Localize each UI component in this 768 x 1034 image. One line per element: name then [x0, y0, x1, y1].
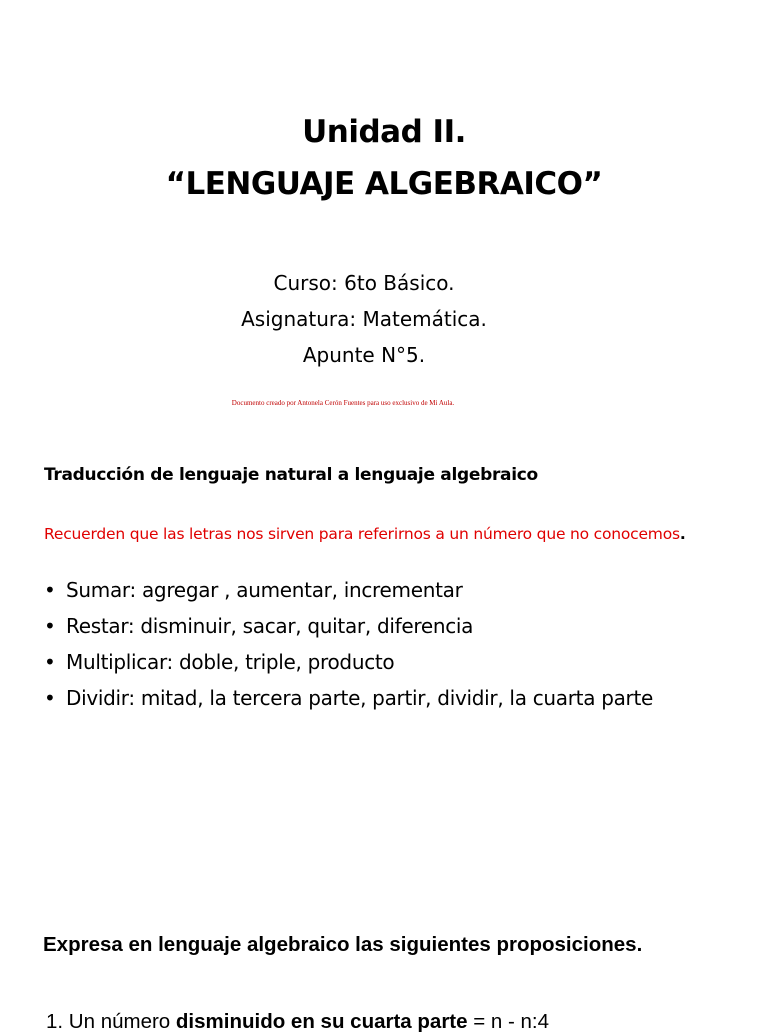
topic-title: “LENGUAJE ALGEBRAICO” [165, 166, 603, 202]
subject-label: Asignatura: Matemática. [241, 307, 487, 331]
list-item-text: Sumar: agregar , aumentar, incrementar [66, 578, 463, 602]
reminder-period: . [679, 525, 686, 543]
section-heading: Traducción de lenguaje natural a lenguaje algebraico [44, 465, 538, 485]
reminder-body: Recuerden que las letras nos sirven para referirnos a un número que no conocemos [44, 525, 680, 543]
list-item-text: Dividir: mitad, la tercera parte, partir, dividir, la cuarta parte [66, 686, 654, 710]
bullet-icon: • [44, 578, 56, 602]
list-item-text: Restar: disminuir, sacar, quitar, diferencia [66, 614, 474, 638]
operations-list [44, 576, 653, 720]
list-item [44, 684, 653, 720]
list-item [44, 576, 653, 612]
list-item-text: Multiplicar: doble, triple, producto [66, 650, 395, 674]
bullet-icon: • [44, 650, 56, 674]
list-item [44, 612, 653, 648]
list-item [44, 648, 653, 684]
reminder-text [44, 525, 686, 543]
bullet-icon: • [44, 614, 56, 638]
exercise-heading: Expresa en lenguaje algebraico las siguientes proposiciones. [43, 933, 643, 956]
bullet-icon: • [44, 686, 56, 710]
course-label: Curso: 6to Básico. [273, 271, 455, 295]
unit-title: Unidad II. [302, 114, 466, 150]
exercise-item-prefix: 1. Un número [46, 1010, 176, 1033]
exercise-item-emphasis: disminuido en su cuarta parte [175, 1010, 468, 1033]
author-credit: Documento creado por Antonela Cerón Fuentes para uso exclusivo de Mi Aula. [231, 399, 455, 407]
note-number-label: Apunte N°5. [302, 343, 426, 367]
exercise-item [46, 1010, 549, 1034]
exercise-item-answer: = n - n:4 [467, 1010, 550, 1033]
